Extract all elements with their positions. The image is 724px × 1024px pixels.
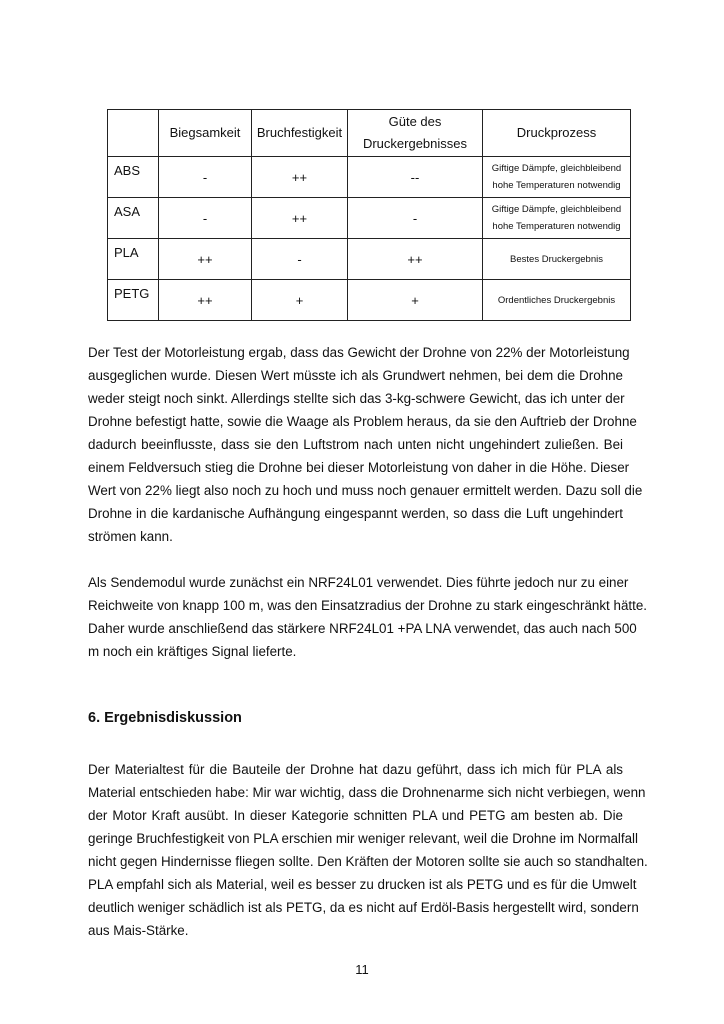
table-cell: Giftige Dämpfe, gleichbleibend hohe Temperaturen notwendig (483, 198, 631, 239)
table-cell: ++ (252, 198, 348, 239)
text-line: Reichweite von knapp 100 m, was den Einsatzradius der Drohne zu stark eingeschränkt hätte. (88, 598, 647, 613)
text-line: geringe Bruchfestigkeit von PLA erschien mir weniger relevant, weil die Drohne im Normalfall (88, 831, 639, 846)
text-line: Wert von 22% liegt also noch zu hoch und muss noch genauer ermittelt werden. Dazu soll die (88, 483, 643, 498)
table-cell: + (348, 280, 483, 321)
table-row (108, 239, 631, 280)
text-line: ausgeglichen wurde. Diesen Wert müsste ich als Grundwert nehmen, bei dem die Drohne (88, 368, 623, 383)
text-line: aus Mais-Stärke. (88, 923, 189, 938)
text-line: Material entschieden habe: Mir war wichtig, dass die Drohnenarme sich nicht verbiegen, wenn (88, 785, 646, 800)
page-number: 11 (355, 962, 369, 977)
table-cell: Bestes Druckergebnis (483, 239, 631, 280)
text-line: Als Sendemodul wurde zunächst ein NRF24L01 verwendet. Dies führte jedoch nur zu einer (88, 575, 629, 590)
table-cell: Giftige Dämpfe, gleichbleibend hohe Temperaturen notwendig (483, 157, 631, 198)
table-cell: ++ (159, 280, 252, 321)
table-header-cell (108, 110, 159, 157)
text-line: nicht gegen Hindernisse fliegen sollte. Den Kräften der Motoren sollte sie auch so standhalten. (88, 854, 648, 869)
table-cell: + (252, 280, 348, 321)
text-line: Drohne in die kardanische Aufhängung eingespannt werden, so dass die Luft ungehindert (88, 506, 623, 521)
text-line: PLA empfahl sich als Material, weil es besser zu drucken ist als PETG und es für die Umwelt (88, 877, 637, 892)
text-line: m noch ein kräftiges Signal lieferte. (88, 644, 297, 659)
text-line: Der Materialtest für die Bauteile der Drohne hat dazu geführt, dass ich mich für PLA als (88, 762, 623, 777)
table-cell: Ordentliches Druckergebnis (483, 280, 631, 321)
table-header-cell: Güte des Druckergebnisses (348, 110, 483, 157)
table-cell: ++ (252, 157, 348, 198)
table-cell: - (159, 198, 252, 239)
material-cell: PETG (108, 280, 159, 321)
paragraph-motor-test (88, 341, 643, 548)
table-row (108, 198, 631, 239)
section-heading: 6. Ergebnisdiskussion (88, 710, 242, 726)
text-line: Drohne befestigt hatte, sowie die Waage als Problem heraus, da sie den Auftrieb der Drohne (88, 414, 637, 429)
table-cell: - (348, 198, 483, 239)
text-line: weder steigt noch sinkt. Allerdings stellte sich das 3-kg-schwere Gewicht, das ich unter der (88, 391, 625, 406)
material-cell: ASA (108, 198, 159, 239)
table-cell: - (252, 239, 348, 280)
text-line: einem Feldversuch stieg die Drohne bei dieser Motorleistung von daher in die Höhe. Dieser (88, 460, 630, 475)
table-row (108, 280, 631, 321)
table-row (108, 157, 631, 198)
table-cell: -- (348, 157, 483, 198)
table-cell: ++ (348, 239, 483, 280)
text-line: deutlich weniger schädlich ist als PETG, da es nicht auf Erdöl-Basis hergestellt wird, sondern (88, 900, 639, 915)
text-line: Der Test der Motorleistung ergab, dass das Gewicht der Drohne von 22% der Motorleistung (88, 345, 630, 360)
table-header-cell: Bruchfestigkeit (252, 110, 348, 157)
table-cell: - (159, 157, 252, 198)
text-line: strömen kann. (88, 529, 173, 544)
material-cell: ABS (108, 157, 159, 198)
text-line: der Motor Kraft ausübt. In dieser Kategorie schnitten PLA und PETG am besten ab. Die (88, 808, 623, 823)
text-line: Daher wurde anschließend das stärkere NRF24L01 +PA LNA verwendet, das auch nach 500 (88, 621, 637, 636)
material-comparison-table (107, 109, 631, 321)
paragraph-transmitter (88, 571, 647, 663)
text-line: dadurch beeinflusste, dass sie den Luftstrom nach unten nicht ungehindert zuließen. Bei (88, 437, 623, 452)
material-cell: PLA (108, 239, 159, 280)
paragraph-discussion (88, 758, 648, 942)
table-cell: ++ (159, 239, 252, 280)
table-header-row (108, 110, 631, 157)
table-header-cell: Biegsamkeit (159, 110, 252, 157)
table-header-cell: Druckprozess (483, 110, 631, 157)
